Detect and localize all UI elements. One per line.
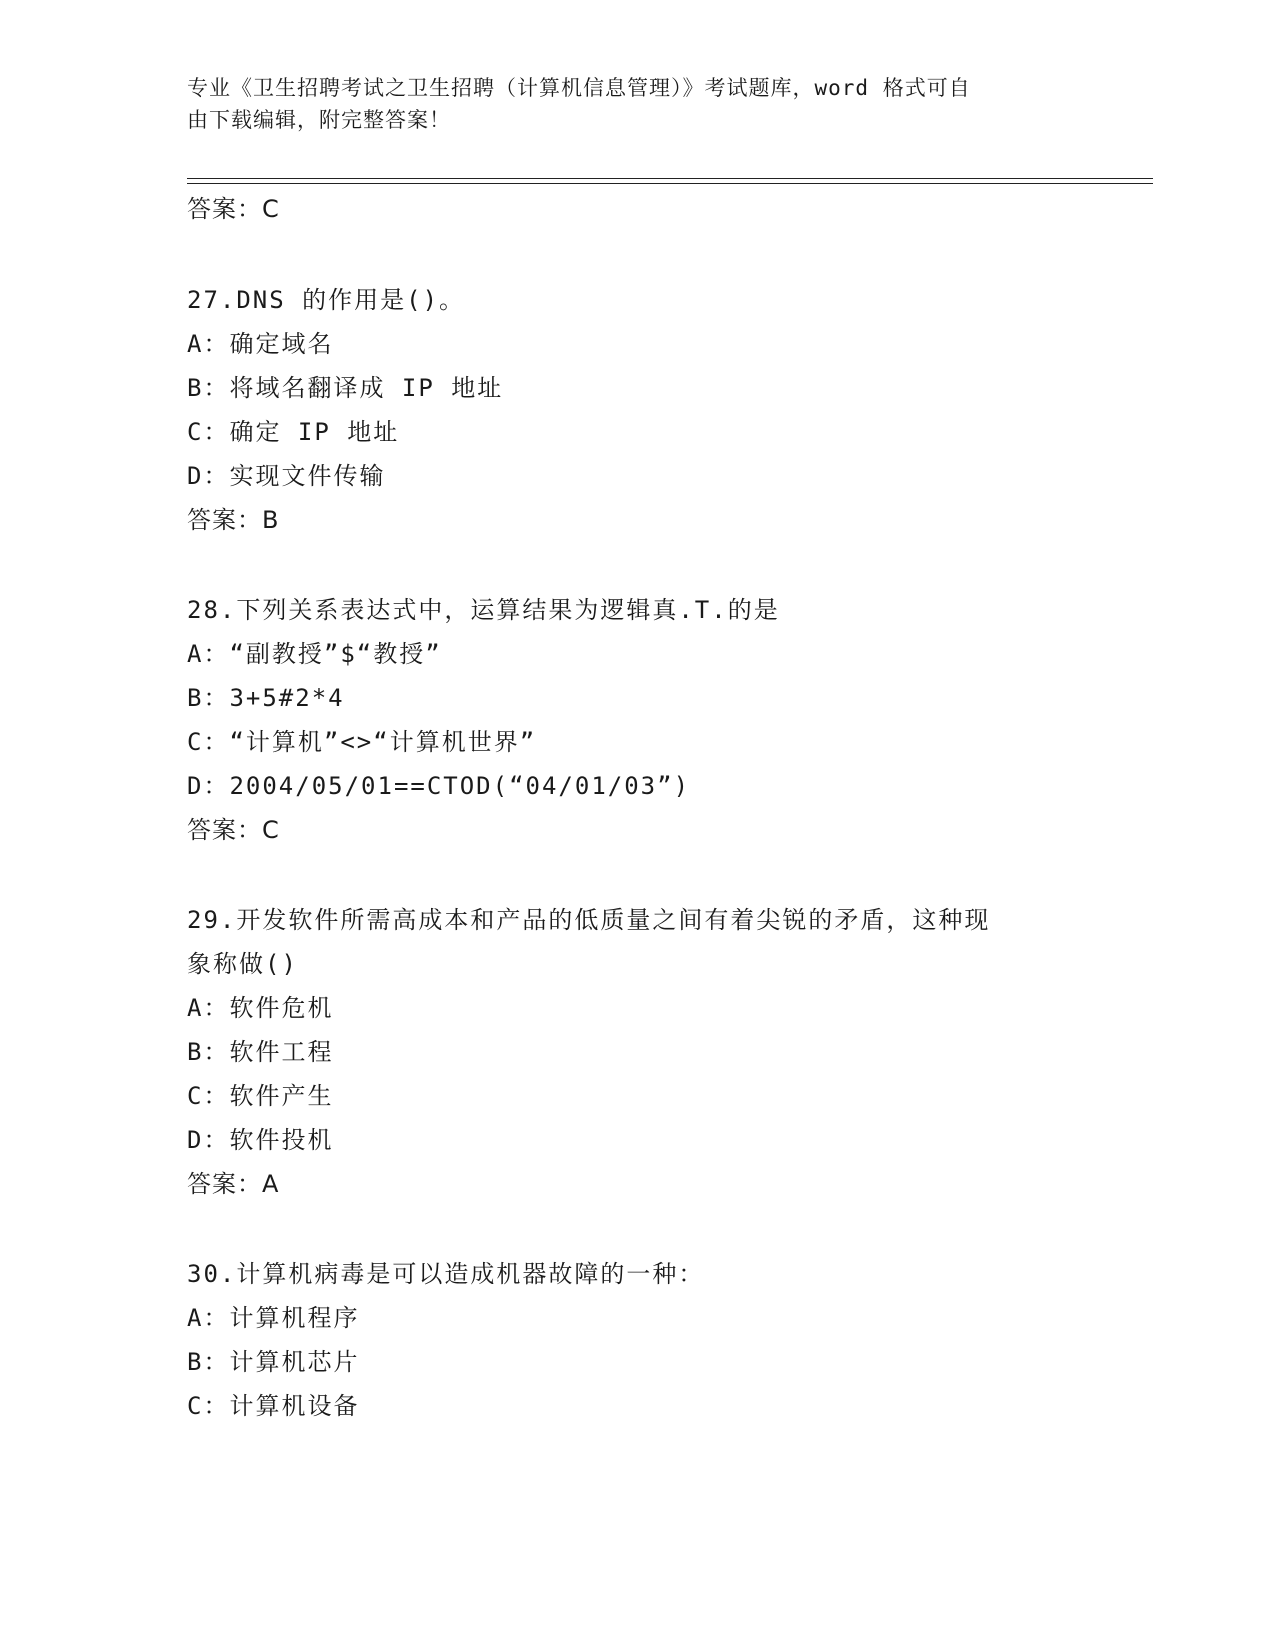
document-header — [187, 72, 1067, 136]
question-27-option-c: C：确定 IP 地址 — [187, 418, 400, 446]
question-27-option-d: D：实现文件传输 — [187, 462, 386, 490]
question-28-answer: 答案：C — [187, 816, 280, 844]
question-28-option-d: D：2004/05/01==CTOD(“04/01/03”) — [187, 772, 691, 800]
header-divider-bottom — [187, 183, 1153, 184]
question-29-option-d: D：软件投机 — [187, 1126, 334, 1154]
question-29-answer: 答案：A — [187, 1170, 280, 1198]
question-29-option-b: B：软件工程 — [187, 1038, 334, 1066]
question-27-stem: 27.DNS 的作用是()。 — [187, 286, 466, 314]
question-28-option-c: C：“计算机”<>“计算机世界” — [187, 728, 537, 756]
question-28-option-a: A：“副教授”$“教授” — [187, 640, 442, 668]
question-30-option-a: A：计算机程序 — [187, 1304, 360, 1332]
question-28-option-b: B：3+5#2*4 — [187, 684, 345, 712]
header-divider-top — [187, 178, 1153, 179]
answer-line: 答案：C — [187, 195, 280, 223]
question-29-stem-line-2: 象称做() — [187, 950, 298, 978]
question-29-option-c: C：软件产生 — [187, 1082, 334, 1110]
question-29-option-a: A：软件危机 — [187, 994, 334, 1022]
question-30-stem: 30.计算机病毒是可以造成机器故障的一种： — [187, 1260, 705, 1288]
question-30-option-c: C：计算机设备 — [187, 1392, 360, 1420]
question-27-answer: 答案：B — [187, 506, 280, 534]
header-line-1: 专业《卫生招聘考试之卫生招聘（计算机信息管理）》考试题库，word 格式可自 — [187, 76, 971, 100]
header-line-2: 由下载编辑，附完整答案！ — [187, 108, 451, 132]
question-27-option-b: B：将域名翻译成 IP 地址 — [187, 374, 504, 402]
question-30-option-b: B：计算机芯片 — [187, 1348, 360, 1376]
question-27-option-a: A：确定域名 — [187, 330, 334, 358]
question-29-stem-line-1: 29.开发软件所需高成本和产品的低质量之间有着尖锐的矛盾，这种现 — [187, 906, 991, 934]
question-28-stem: 28.下列关系表达式中，运算结果为逻辑真.T.的是 — [187, 596, 780, 624]
